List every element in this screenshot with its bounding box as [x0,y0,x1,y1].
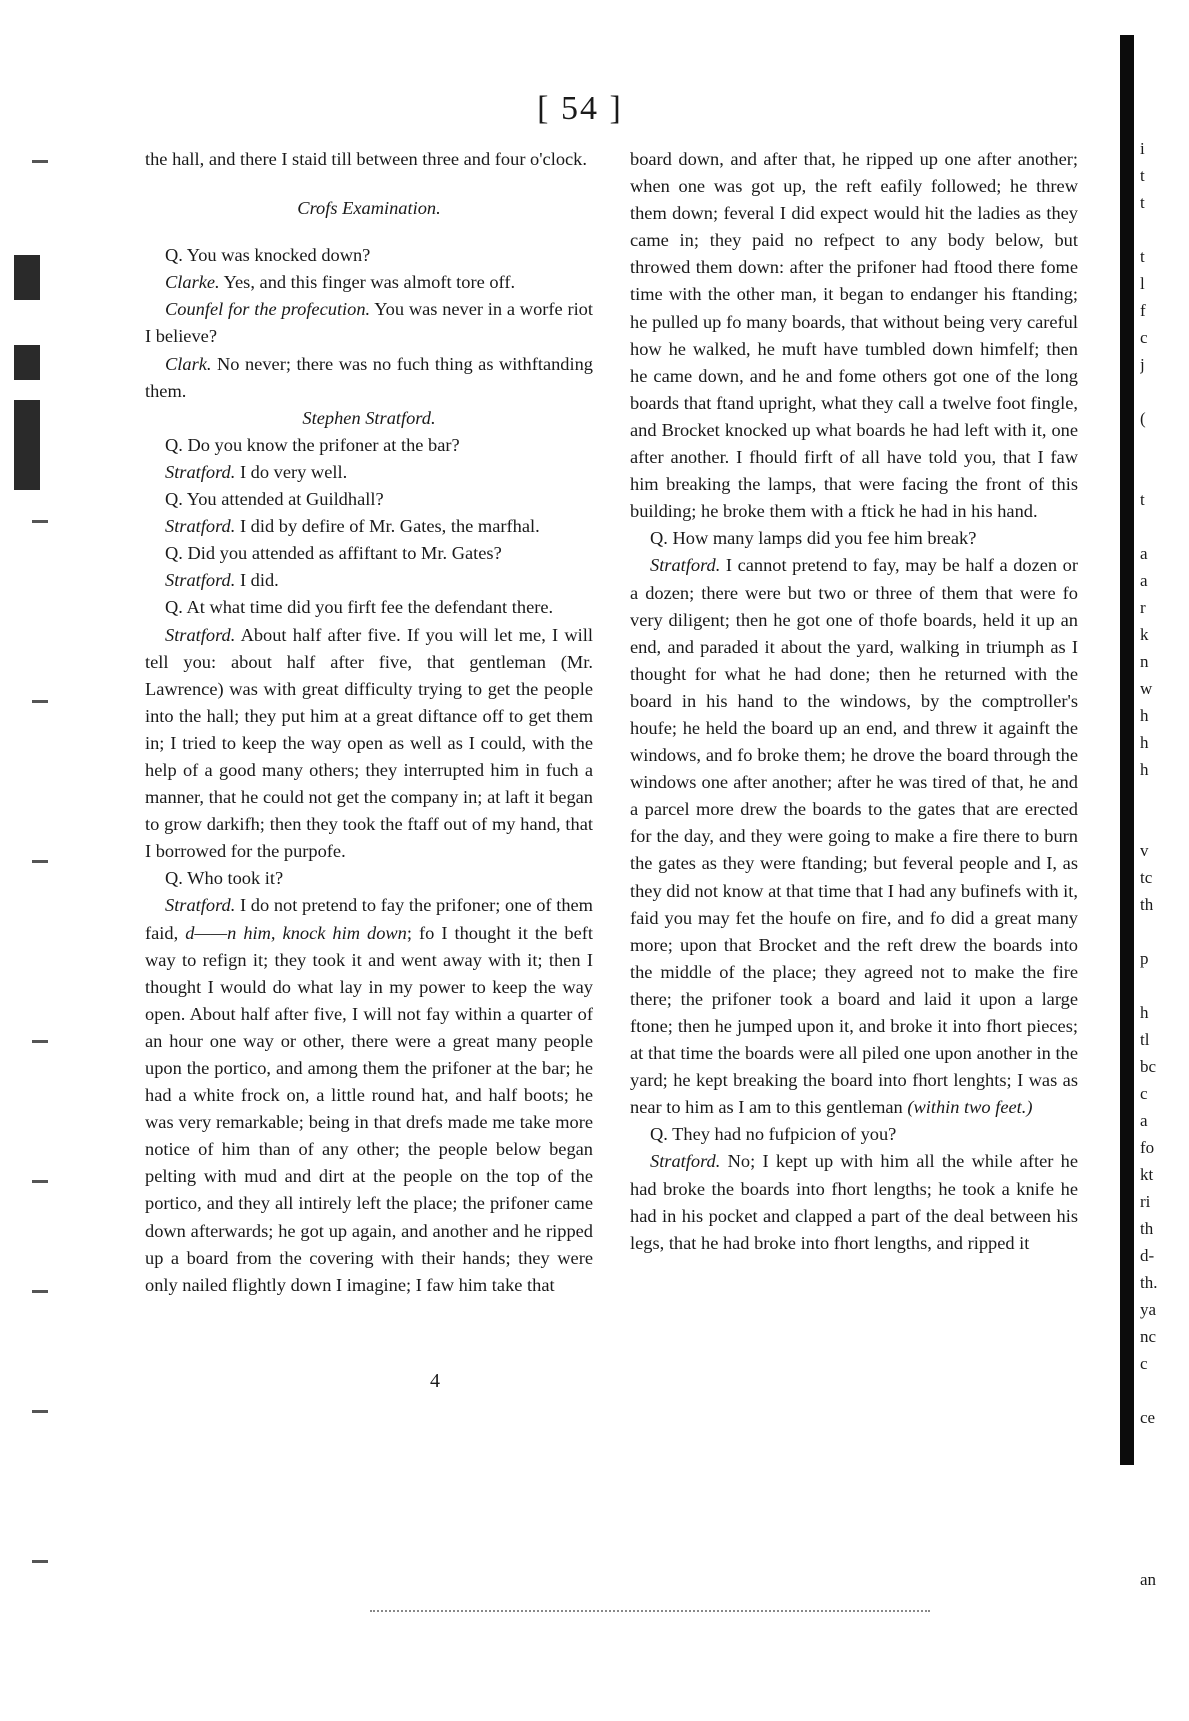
fragment-text: tc [1140,868,1153,887]
speaker-name: Stratford. [165,895,236,916]
fragment-text [1140,432,1189,459]
fragment-text: p [1140,949,1149,968]
fragment-text: th. [1140,1273,1158,1292]
answer [145,351,593,405]
answer [145,296,593,350]
fragment-text: c [1140,328,1148,347]
speaker-name: Counfel for the profecution. [165,299,371,320]
fragment-text [1140,1377,1189,1404]
right-column [630,146,1078,1257]
fragment-text: h [1140,733,1149,752]
scan-edge-bar [1120,35,1134,1465]
fragment-text: j [1140,355,1145,374]
speaker-name: Stratford. [165,624,236,645]
answer-text: I did by defire of Mr. Gates, the marfhal. [235,516,540,537]
witness-heading: Stephen Stratford. [302,407,436,428]
fragment-text: a [1140,1111,1148,1130]
fragment-text: t [1140,247,1145,266]
fragment-text: c [1140,1354,1148,1373]
fragment-text: a [1140,571,1148,590]
fragment-text: r [1140,598,1146,617]
question: Q. At what time did you firft fee the defendant there. [165,597,554,618]
fragment-text: an [1140,1570,1157,1589]
answer [145,459,593,486]
fragment-text: h [1140,706,1149,725]
answer-text: No never; there was no fuch thing as withftanding them. [145,353,593,401]
answer-text: I do not pretend to fay the prifoner; one of them faid, [145,895,593,943]
speaker-name: Stratford. [165,516,236,537]
answer [630,1148,1078,1256]
quoted-oath: d——n him, knock him down [185,922,407,943]
fragment-text: nc [1140,1327,1157,1346]
question: Q. You attended at Guildhall? [165,489,384,510]
scan-edge-noise [0,0,60,1721]
speaker-name: Stratford. [650,555,721,576]
fragment-text: ( [1140,409,1146,428]
fragment-text [1140,513,1189,540]
question: Q. They had no fufpicion of you? [650,1124,897,1145]
fragment-text: fo [1140,1138,1155,1157]
fragment-text [1140,1431,1189,1458]
fragment-text: d- [1140,1246,1155,1265]
fragment-text: t [1140,490,1145,509]
question: Q. You was knocked down? [165,245,371,266]
fragment-text: n [1140,652,1149,671]
answer-text: No; I kept up with him all the while after he had broke the boards into fhort lengths; he took a knife he had in his pocket and clapped a part of the deal between his legs, that he had broke into fhort lengths, and ripped it [630,1151,1078,1253]
answer [145,892,593,1298]
continued-paragraph: the hall, and there I staid till between three and four o'clock. [145,149,587,169]
fragment-text: k [1140,625,1149,644]
fragment-text: h [1140,760,1149,779]
answer-text: ; fo I thought it the beft way to refign it; they took it and went away with it; then I thought I would do what lay in my power to keep the way open. About half after five, I will not fay within a quarter of an hour one way or other, there were a great many people upon the portico, and among them the prifoner at the bar; he had a white frock on, a little round hat, and half boots; he was very remarkable; being in that drefs made me take more notice of him than of any other; the people below began pelting with mud and dirt at the people on the top of the portico, and they all intirely left the place; the prifoner came down afterwards; he got up again, and another and he ripped up a board from the covering with their hands; they were only nailed flightly down I imagine; I faw him take that [145,922,593,1295]
fragment-text [1140,810,1189,837]
question: Q. How many lamps did you fee him break? [650,528,977,549]
answer-text: Yes, and this finger was almoft tore off. [219,272,516,293]
fragment-text [1140,1458,1189,1485]
fragment-text: f [1140,301,1146,320]
fragment-text: tl [1140,1030,1150,1049]
fragment-text: bc [1140,1057,1157,1076]
fragment-text [1140,378,1189,405]
fragment-text: h [1140,1003,1149,1022]
answer-text: You was never in a worfe riot I believe? [145,299,593,347]
question: Q. Who took it? [165,868,284,889]
fragment-text [1140,918,1189,945]
speaker-name: Stratford. [165,570,236,591]
fragment-text: a [1140,544,1148,563]
italic-note: (within two feet.) [907,1097,1033,1118]
answer-text: I did. [235,570,279,591]
answer [145,622,593,866]
fragment-text [1140,972,1189,999]
section-heading: Crofs Examination. [297,198,441,219]
fragment-text: ya [1140,1300,1157,1319]
fragment-text: t [1140,193,1145,212]
answer-text: About half after five. If you will let me, I will tell you: about half after five, that gentleman (Mr. Lawrence) was with great difficulty trying to get the people into the hall; they put him at a great diftance off to get them in; I tried to keep the way open as well as I could, with the help of a good many others; they interrupted him in fuch a manner, that he could not get the company in; at laft it began to grow darkifh; then they took the ftaff out of my hand, that I borrowed for the purpofe. [145,624,593,862]
fragment-text: t [1140,166,1145,185]
question: Q. Do you know the prifoner at the bar? [165,434,460,455]
fragment-text [1140,1512,1189,1539]
fragment-text [1140,1539,1189,1566]
fragment-text [1140,1485,1189,1512]
fragment-text: th [1140,1219,1154,1238]
signature-mark: 4 [430,1370,440,1392]
fragment-text: c [1140,1084,1148,1103]
fragment-text: kt [1140,1165,1154,1184]
question: Q. Did you attended as affiftant to Mr. Gates? [165,543,502,564]
answer [145,567,593,594]
fragment-text [1140,783,1189,810]
fragment-text: th [1140,895,1154,914]
scan-bottom-noise [370,1610,930,1613]
fragment-text: ri [1140,1192,1151,1211]
answer-text: I cannot pretend to fay, may be half a dozen or a dozen; there were but two or three of them that were fo very diligent; then he got one of thofe boards, held it up an end, and paraded it about the yard, walking in triumph as I thought for what he had done; then he returned with the board in his hand to the windows, by the comptroller's houfe; he held the board up an end, and threw it againft the windows, and fo broke them; he drove the board through the windows one after another; after he was tired of that, he and a parcel more drew the boards to the gates that are erected for the day, and they were going to make a fire there to burn the gates as they were ftanding; but feveral people and I, as they did not know at that time that I had any bufinefs with it, faid you may fet the houfe on fire, and fo did a great many more; upon that Brocket and the reft drew the boards into the middle of the place; they agreed not to make the fire there; the prifoner took a board and laid it upon a large ftone; then he jumped upon it, and broke it into fhort pieces; at that time the boards were all piled one upon another in the yard; he kept breaking the board into fhort lenghts; I was as near to him as I am to this gentleman [630,555,1078,1118]
fragment-text: l [1140,274,1145,293]
fragment-text: w [1140,679,1153,698]
fragment-text [1140,459,1189,486]
answer [145,513,593,540]
fragment-text: ce [1140,1408,1156,1427]
speaker-name: Stratford. [165,461,236,482]
right-edge-fragments [1140,135,1189,1593]
speaker-name: Clarke. [165,272,220,293]
fragment-text: i [1140,139,1145,158]
answer [145,269,593,296]
answer [630,552,1078,1121]
speaker-name: Clark. [165,353,212,374]
answer-text: I do very well. [235,461,348,482]
left-column [145,146,593,1299]
fragment-text: v [1140,841,1149,860]
fragment-text [1140,216,1189,243]
speaker-name: Stratford. [650,1151,721,1172]
page-number: [ 54 ] [537,90,623,127]
continued-paragraph: board down, and after that, he ripped up one after another; when one was got up, the reft eafily followed; he threw them down; feveral I did expect would hit the ladies as they came in; they paid no refpect to any body below, but throwed them down: after the prifoner had ftood there fome time with the other man, it began to endanger his ftanding; he pulled up fo many boards, that without being very careful how he walked, he muft have tumbled down himfelf; then he came down, and he and fome others got one of the long boards that ftand upright, what they call a twelve foot fingle, and Brocket knocked up what boards he had left with it, one after another. I fhould firft of all have told you, that I faw him breaking the lamps, that were facing the front of this building; he broke them with a ftick he had in his hand. [630,149,1078,522]
